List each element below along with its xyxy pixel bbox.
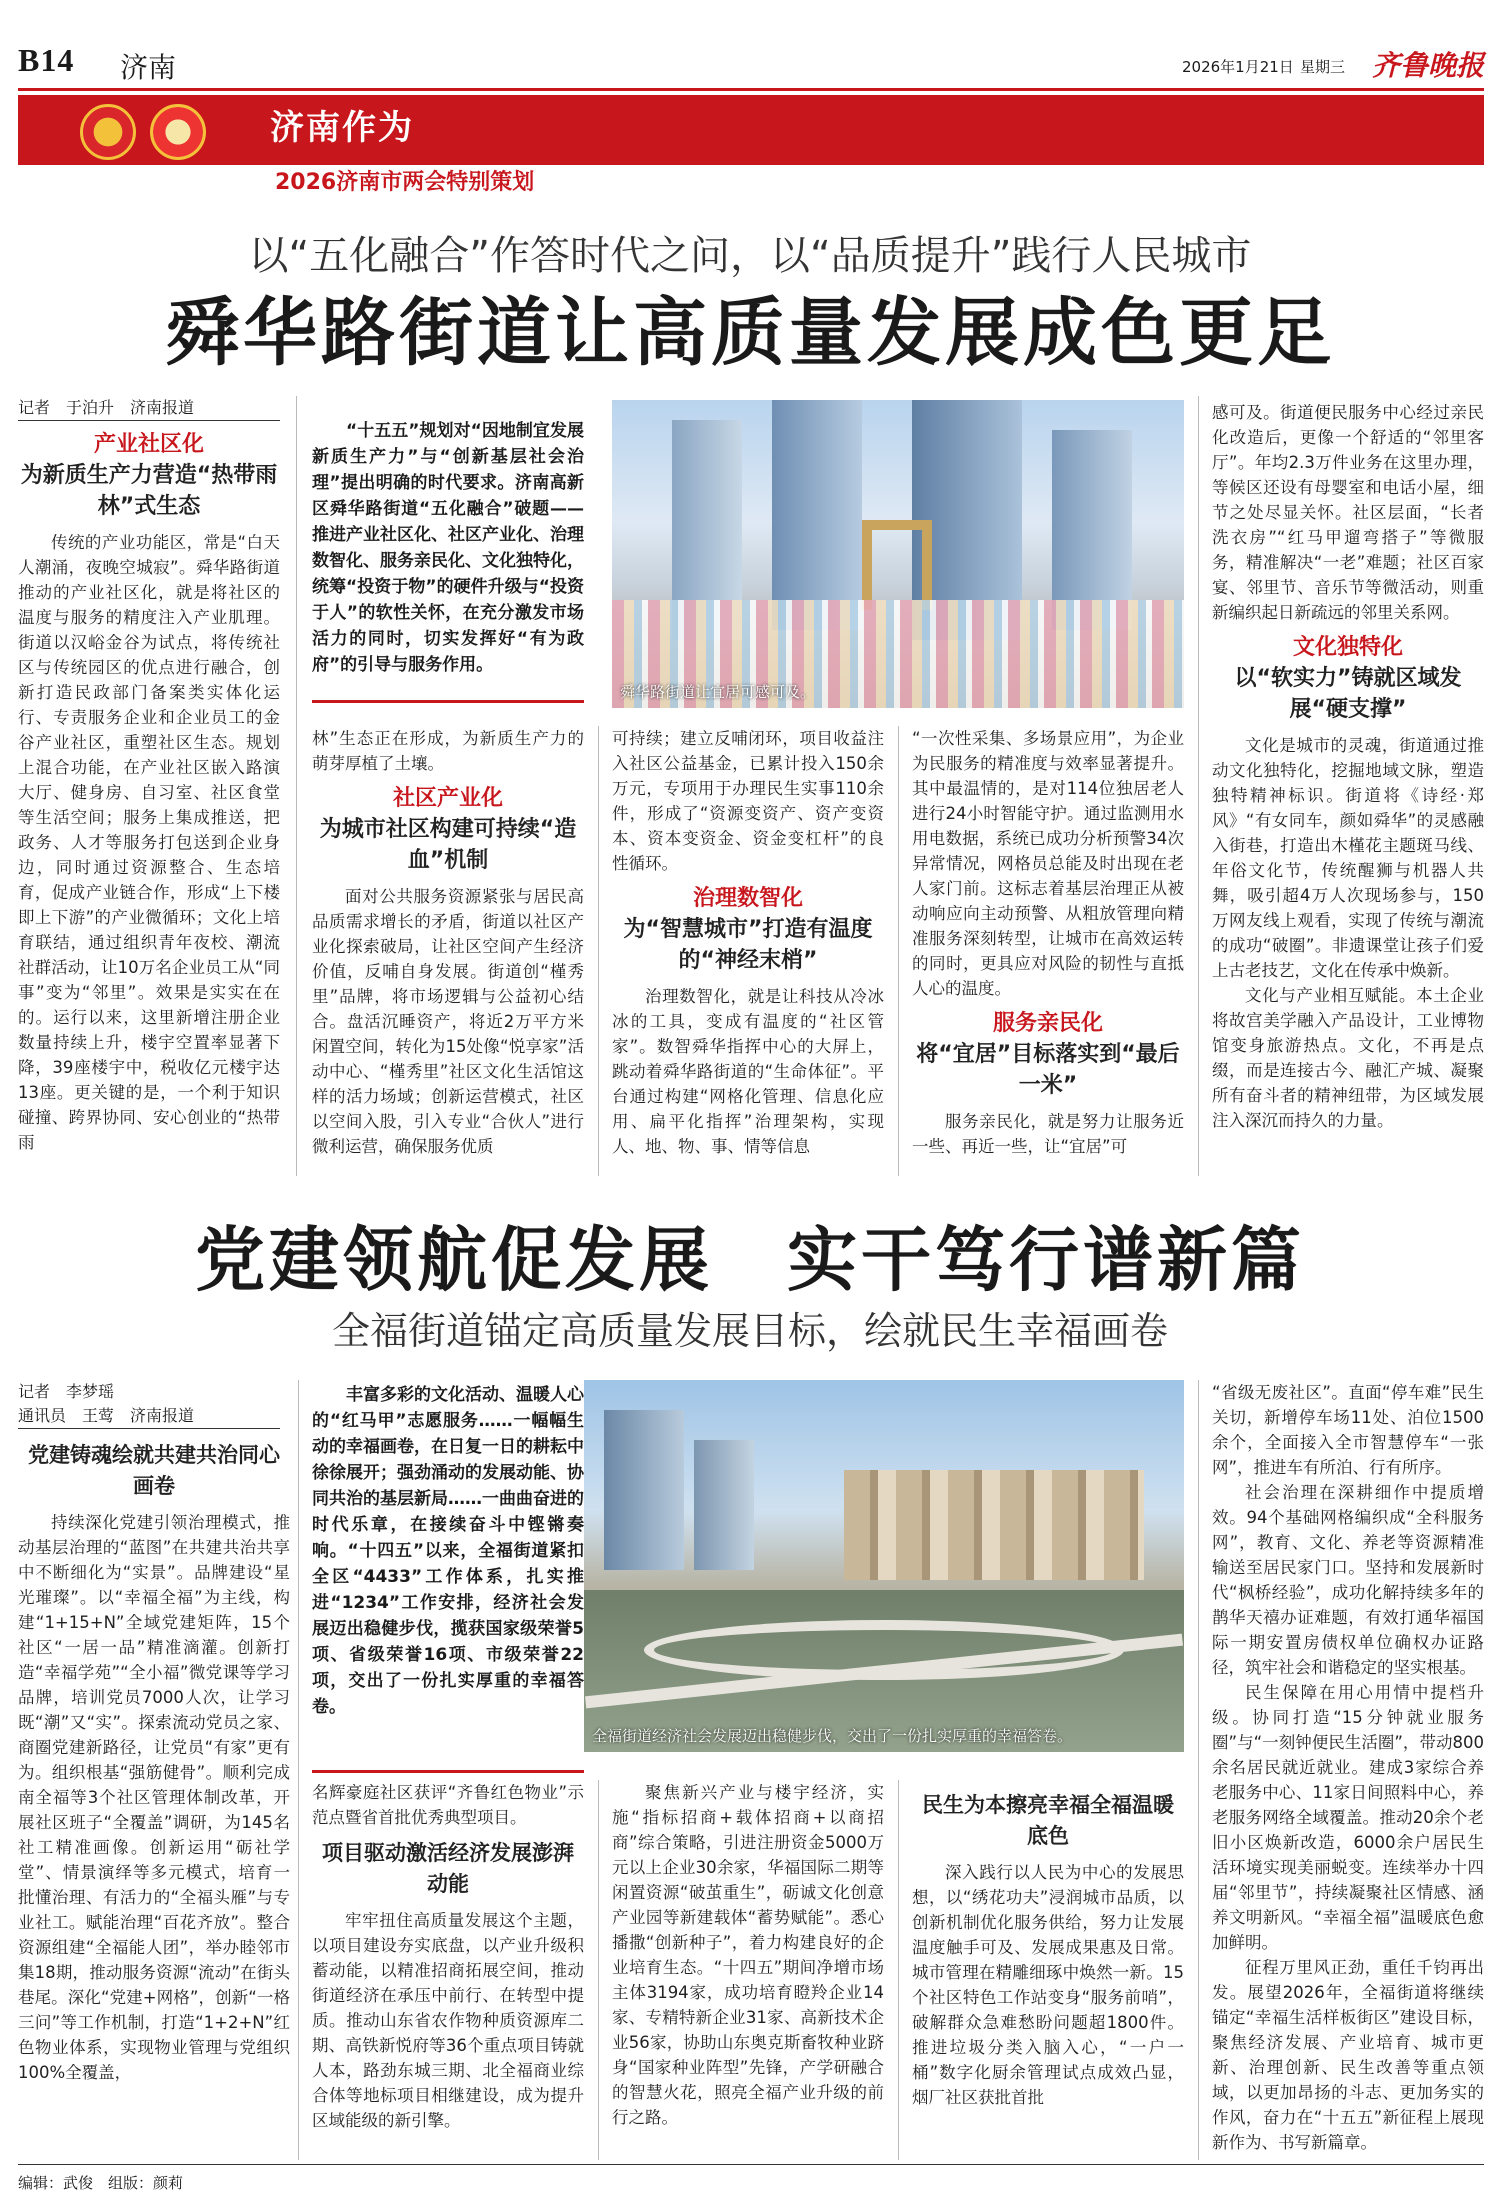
body-text: 社会治理在深耕细作中提质增效。94个基础网格编织成“全科服务网”，教育、文化、养老等资源精准输送至居民家门口。坚持和发展新时代“枫桥经验”，成功化解持续多年的鹊华天禧办证难题，有效打通华福国际一期安置房债权单位确权办证路径，筑牢社会和谐稳定的坚实根基。 bbox=[1212, 1483, 1484, 1677]
article2-column-4 bbox=[912, 1790, 1184, 2160]
body-text: 服务亲民化，就是努力让服务近一些、再近一些，让“宜居”可 bbox=[912, 1112, 1184, 1156]
banner-subtitle: 2026济南市两会特别策划 bbox=[275, 170, 535, 195]
column-divider bbox=[1198, 396, 1199, 1176]
section-title-projects: 项目驱动激活经济发展澎湃动能 bbox=[322, 1841, 574, 1896]
article1-column-4 bbox=[912, 726, 1184, 1176]
article1-photo bbox=[612, 400, 1184, 708]
page-number: B14 bbox=[18, 42, 75, 78]
body-text: 文化是城市的灵魂，街道通过推动文化独特化，挖掘地域文脉，塑造独特精神标识。街道将《诗经·郑风》“有女同车，颜如舜华”的灵感融入街巷，打造出木槿花主题斑马线、年俗文化节，传统醒狮与机器人共舞，吸引超4万人次现场参与，150万网友线上观看，实现了传统与潮流的成功“破圈”。非遗课堂让孩子们爱上古老技艺，文化在传承中焕新。 bbox=[1212, 736, 1484, 980]
column-divider bbox=[898, 1780, 899, 2160]
article1-column-1 bbox=[18, 430, 280, 1174]
issue-weekday: 星期三 bbox=[1300, 58, 1346, 76]
article2-byline-2: 通讯员 王莺 济南报道 bbox=[18, 1404, 280, 1429]
article2-lead bbox=[312, 1382, 584, 1770]
lead-text: “十五五”规划对“因地制宜发展新质生产力”与“创新基层社会治理”提出明确的时代要求。济南高新区舜华路街道“五化融合”破题——推进产业社区化、社区产业化、治理数智化、服务亲民化、文化独特化，统筹“投资于物”的硬件升级与“投资于人”的软性关怀，在充分激发市场活力的同时，切实发挥好“有为政府”的引导与服务作用。 bbox=[312, 421, 584, 675]
section-title-culture: 以“软实力”铸就区域发展“硬支撑” bbox=[1234, 666, 1462, 722]
building-shape bbox=[694, 1440, 754, 1570]
body-text: 林”生态正在形成，为新质生产力的萌芽厚植了土壤。 bbox=[312, 729, 584, 773]
section-label-industry-community: 产业社区化 bbox=[93, 432, 204, 457]
body-text: 可持续；建立反哺闭环，项目收益注入社区公益基金，已累计投入150余万元，专项用于办理民生实事110余件，形成了“资源变资产、资产变资本、资本变资金、资金变杠杆”的良性循环。 bbox=[612, 729, 884, 873]
article1-column-5 bbox=[1212, 400, 1484, 1176]
header-rule bbox=[18, 88, 1484, 91]
body-text: 牢牢扭住高质量发展这个主题，以项目建设夯实底盘，以产业升级积蓄动能，以精准招商拓展空间，推动街道经济在承压中前行、在转型中提质。推动山东省农作物种质资源库二期、高铁新悦府等36个重点项目铸就人本，路劲东城三期、北全福商业综合体等地标项目相继建设，成为提升区域能级的新引擎。 bbox=[312, 1911, 584, 2130]
section-title-community-industry: 为城市社区构建可持续“造血”机制 bbox=[319, 817, 577, 873]
article2-column-2 bbox=[312, 1780, 584, 2160]
footer-rule bbox=[18, 2164, 1484, 2165]
newspaper-logo: 齐鲁晚报 bbox=[1372, 49, 1485, 82]
column-divider bbox=[598, 726, 599, 1176]
article2-byline-1: 记者 李梦瑶 bbox=[18, 1382, 115, 1401]
column-divider bbox=[296, 396, 297, 1176]
body-text: “一次性采集、多场景应用”，为企业为民服务的精准度与效率显著提升。其中最温情的，是对114位独居老人进行24小时智能守护。通过监测用水用电数据，系统已成功分析预警34次异常情况，网格员总能及时出现在老人家门前。这标志着基层治理正从被动响应向主动预警、从粗放管理向精准服务深刻转型，让城市在高效运转的同时，更具应对风险的韧性与直抵人心的温度。 bbox=[912, 729, 1184, 998]
body-text: 治理数智化，就是让科技从冷冰冰的工具，变成有温度的“社区管家”。数智舜华指挥中心的大屏上，跳动着舜华路街道的“生命体征”。平台通过构建“网格化管理、信息化应用、扁平化指挥”治理架构，实现人、地、物、事、情等信息 bbox=[612, 987, 884, 1156]
arch-shape bbox=[862, 520, 932, 610]
banner-title: 济南作为 bbox=[270, 108, 414, 148]
section-city: 济南 bbox=[120, 51, 177, 84]
city-skyline-shape bbox=[844, 1470, 1144, 1580]
lead-rule bbox=[312, 1770, 584, 1773]
article2-photo bbox=[584, 1380, 1184, 1752]
body-text: 文化与产业相互赋能。本土企业将故宫美学融入产品设计，工业博物馆变身旅游热点。文化，不再是点缀，而是连接古今、融汇产城、凝聚所有奋斗者的精神纽带，为区域发展注入深沉而持久的力量。 bbox=[1212, 986, 1484, 1130]
section-label-community-industry: 社区产业化 bbox=[392, 786, 503, 811]
column-divider bbox=[898, 726, 899, 1176]
editor-credit: 编辑：武俊 组版：颜莉 bbox=[18, 2174, 184, 2192]
article1-lead bbox=[312, 418, 584, 698]
body-text: 感可及。街道便民服务中心经过亲民化改造后，更像一个舒适的“邻里客厅”。年均2.3万件业务在这里办理，等候区还设有母婴室和电话小屋，细节之处尽显关怀。社区层面，“长者洗衣房”“红马甲遛弯搭子”等微服务，精准解决“一老”难题；社区百家宴、邻里节、音乐节等微活动，则重新编织起日新疏远的邻里关系网。 bbox=[1212, 403, 1484, 622]
article2-headline: 党建领航促发展 实干笃行谱新篇 bbox=[195, 1218, 1305, 1301]
section-title-industry-community: 为新质生产力营造“热带雨林”式生态 bbox=[20, 463, 278, 519]
body-text: 征程万里风正劲，重任千钧再出发。展望2026年，全福街道将继续锚定“幸福生活样板街区”建设目标，聚焦经济发展、产业培育、城市更新、治理创新、民生改善等重点领域，以更加昂扬的斗志、更加务实的作风，奋力在“十五五”新征程上展现新作为、书写新篇章。 bbox=[1212, 1958, 1484, 2152]
photo-caption: 舜华路街道让宜居可感可及。 bbox=[620, 683, 816, 701]
cppcc-emblem-icon bbox=[150, 104, 206, 160]
national-emblem-icon bbox=[80, 104, 136, 160]
issue-date: 2026年1月21日 bbox=[1182, 58, 1294, 76]
article2-column-1 bbox=[18, 1440, 290, 2160]
photo-caption: 全福街道经济社会发展迈出稳健步伐，交出了一份扎实厚重的幸福答卷。 bbox=[592, 1727, 1073, 1745]
body-text: “省级无废社区”。直面“停车难”民生关切，新增停车场11处、泊位1500余个，全面接入全市智慧停车“一张网”，推进车有所泊、行有所序。 bbox=[1212, 1383, 1484, 1477]
section-title-livelihood: 民生为本擦亮幸福全福温暖底色 bbox=[922, 1793, 1174, 1848]
lead-rule bbox=[312, 700, 584, 703]
body-text: 传统的产业功能区，常是“白天人潮涌，夜晚空城寂”。舜华路街道推动的产业社区化，就是将社区的温度与服务的精度注入产业肌理。街道以汉峪金谷为试点，将传统社区与传统园区的优点进行融合，创新打造民政部门备案类实体化运行、专责服务企业和企业员工的金谷产业社区，重塑社区生态。规划上混合功能，在产业社区嵌入路演大厅、健身房、自习室、社区食堂等生活空间；服务上集成推送，把政务、人才等服务打包送到企业身边，同时通过资源整合、生态培育，促成产业链合作，形成“上下楼即上下游”的产业微循环；文化上培育联结，通过组织青年夜校、潮流社群活动，让10万名企业员工从“同事”变为“邻里”。效果是实实在在的。运行以来，这里新增注册企业数量持续上升，楼宇空置率显著下降，39座楼宇中，税收亿元楼宇达13座。更关键的是，一个利于知识碰撞、跨界协同、安心创业的“热带雨 bbox=[18, 533, 280, 1152]
lead-text: 丰富多彩的文化活动、温暖人心的“红马甲”志愿服务……一幅幅生动的幸福画卷，在日复一日的耕耘中徐徐展开；强劲涌动的发展动能、协同共治的基层新局……一曲曲奋进的时代乐章，在接续奋斗中铿锵奏响。“十四五”以来，全福街道紧扣全区“4433”工作体系，扎实推进“1234”工作安排，经济社会发展迈出稳健步伐，揽获国家级荣誉5项、省级荣誉16项、市级荣誉22项，交出了一份扎实厚重的幸福答卷。 bbox=[312, 1385, 584, 1717]
article1-byline: 记者 于泊升 济南报道 bbox=[18, 396, 280, 421]
body-text: 深入践行以人民为中心的发展思想，以“绣花功夫”浸润城市品质，以创新机制优化服务供给，努力让发展温度触手可及、发展成果惠及日常。城市管理在精雕细琢中焕然一新。15个社区特色工作站变身“服务前哨”，破解群众急难愁盼问题超1800件。推进垃圾分类入脑入心，“一户一桶”数字化厨余管理试点成效凸显，烟厂社区获批首批 bbox=[912, 1863, 1184, 2107]
body-text: 聚焦新兴产业与楼宇经济，实施“指标招商+载体招商+以商招商”综合策略，引进注册资金5000万元以上企业30余家，华福国际二期等闲置资源“破茧重生”，砺诚文化创意产业园等新建载体“蓄势赋能”。悉心播撒“创新种子”，着力构建良好的企业培育生态。“十四五”期间净增市场主体3194家，成功培育瞪羚企业14家、专精特新企业31家、高新技术企业56家，协助山东奥克斯畜牧种业跻身“国家种业阵型”先锋，产学研融合的智慧火花，照亮全福产业升级的前行之路。 bbox=[612, 1783, 884, 2127]
section-title-party-building: 党建铸魂绘就共建共治同心画卷 bbox=[28, 1443, 280, 1498]
section-banner bbox=[18, 95, 1484, 165]
body-text: 名辉豪庭社区获评“齐鲁红色物业”示范点暨省首批优秀典型项目。 bbox=[312, 1783, 584, 1827]
article2-column-5 bbox=[1212, 1380, 1484, 2160]
section-label-service: 服务亲民化 bbox=[992, 1011, 1103, 1036]
section-title-digital-governance: 为“智慧城市”打造有温度的“神经末梢” bbox=[623, 917, 873, 973]
section-title-service: 将“宜居”目标落实到“最后一米” bbox=[916, 1042, 1180, 1098]
article1-column-3 bbox=[612, 726, 884, 1176]
section-label-digital-governance: 治理数智化 bbox=[692, 886, 803, 911]
article1-kicker: 以“五化融合”作答时代之问，以“品质提升”践行人民城市 bbox=[248, 233, 1252, 279]
body-text: 面对公共服务资源紧张与居民高品质需求增长的矛盾，街道以社区产业化探索破局，让社区空间产生经济价值，反哺自身发展。街道创“槿秀里”品牌，将市场逻辑与公益初心结合。盘活沉睡资产，将近2万平方米闲置空间，转化为15处像“悦享家”活动中心、“槿秀里”社区文化生活馆这样的活力场域；创新运营模式，社区以空间入股，引入专业“合伙人”进行微利运营，确保服务优质 bbox=[312, 887, 584, 1156]
building-shape bbox=[604, 1410, 684, 1570]
body-text: 持续深化党建引领治理模式，推动基层治理的“蓝图”在共建共治共享中不断细化为“实景”。品牌建设“星光璀璨”。以“幸福全福”为主线，构建“1+15+N”全域党建矩阵，15个社区“一居一品”精准滴灌。创新打造“幸福学苑”“全小福”微党课等学习品牌，培训党员7000人次，让学习既“潮”又“实”。探索流动党员之家、商圈党建新路径，让党员“有家”更有为。组织根基“强筋健骨”。顺利完成南全福等3个社区管理体制改革，开展社区班子“全覆盖”调研，为145名社工精准画像。创新运用“砺社学堂”、情景演绎等多元模式，培育一批懂治理、有活力的“全福头雁”与专业社工。赋能治理“百花齐放”。整合资源组建“全福能人团”，举办睦邻市集18期，推动服务资源“流动”在街头巷尾。深化“党建+网格”，创新“一格三问”等工作机制，打造“1+2+N”红色物业体系，实现物业管理与党组织100%全覆盖， bbox=[18, 1513, 290, 2082]
column-divider bbox=[298, 1380, 299, 2160]
article2-kicker: 全福街道锚定高质量发展目标，绘就民生幸福画卷 bbox=[331, 1309, 1168, 1353]
article2-column-3 bbox=[612, 1780, 884, 2160]
section-label-culture: 文化独特化 bbox=[1292, 635, 1403, 660]
column-divider bbox=[598, 1780, 599, 2160]
building-shape bbox=[772, 400, 862, 630]
column-divider bbox=[1198, 1380, 1199, 2160]
article1-column-2 bbox=[312, 726, 584, 1176]
article1-headline: 舜华路街道让高质量发展成色更足 bbox=[165, 290, 1335, 376]
body-text: 民生保障在用心用情中提档升级。协同打造“15分钟就业服务圈”与“一刻钟便民生活圈”，带动800余名居民就近就业。建成3家综合养老服务中心、11家日间照料中心，养老服务网络全域覆盖。推动20余个老旧小区焕新改造，6000余户居民生活环境实现美丽蜕变。连续举办十四届“邻里节”，持续凝聚社区情感、涵养文明新风。“幸福全福”温暖底色愈加鲜明。 bbox=[1212, 1683, 1484, 1952]
